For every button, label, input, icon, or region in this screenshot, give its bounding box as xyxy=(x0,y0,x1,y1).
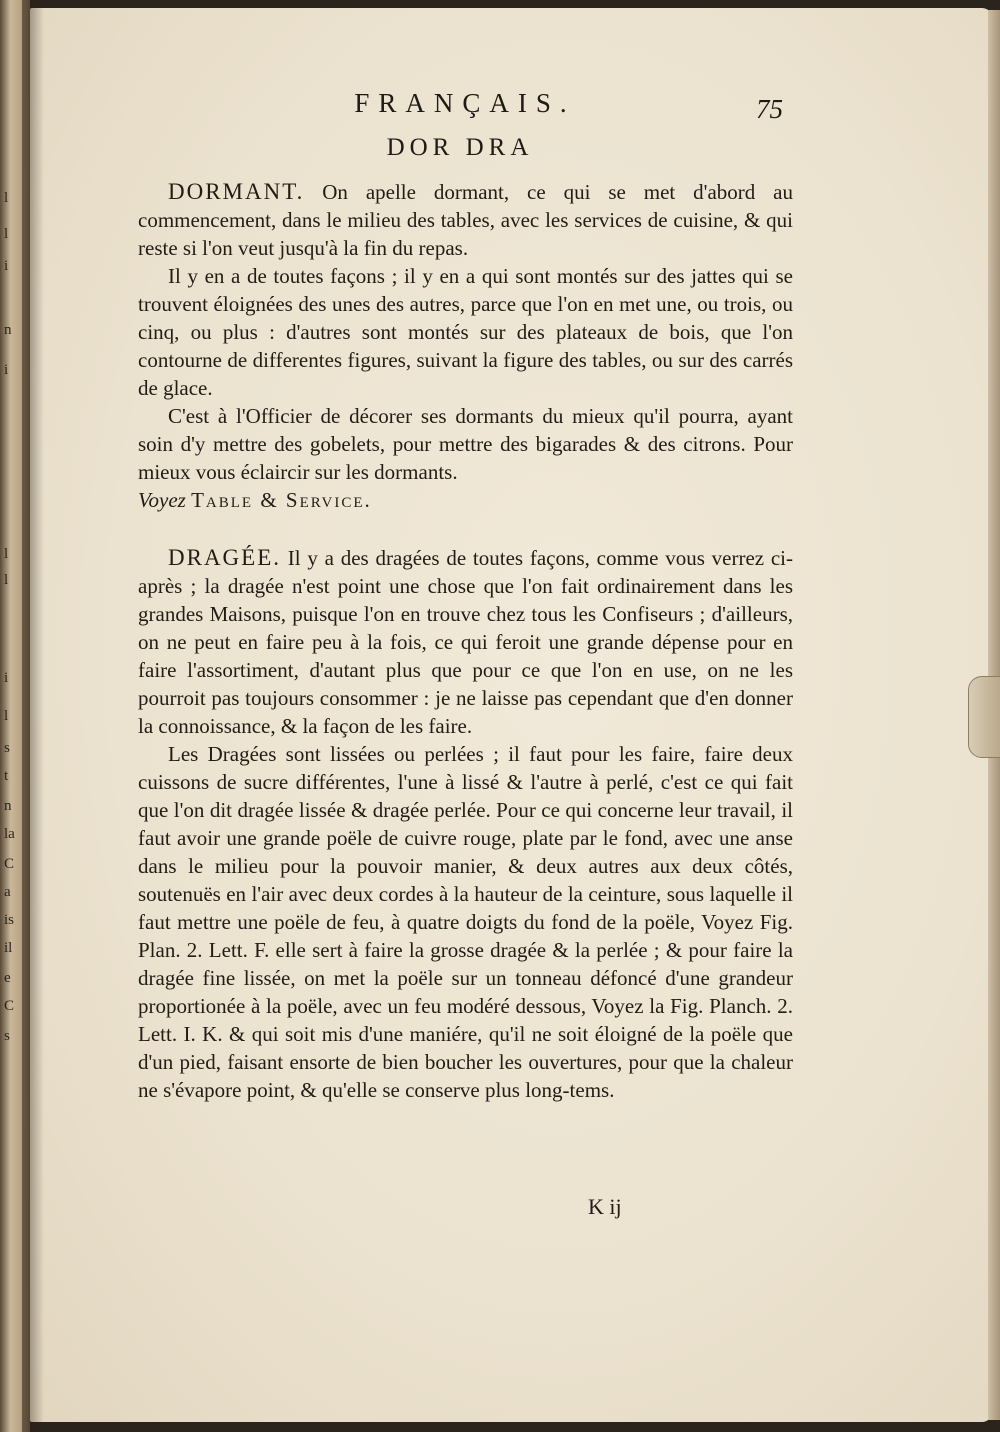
margin-letter: is xyxy=(4,912,15,928)
margin-letter: n xyxy=(4,798,12,814)
margin-letter: C xyxy=(4,998,15,1014)
dictionary-entry-dormant xyxy=(138,178,793,514)
margin-letter: t xyxy=(4,768,9,784)
page-text xyxy=(138,178,793,1124)
facing-page-margin xyxy=(0,0,20,1432)
spine-shadow xyxy=(22,0,44,1432)
margin-letter: C xyxy=(4,856,15,872)
entry-paragraph: Il y en a de toutes façons ; il y en a qui sont montés sur des jattes qui se trouvent éloignées des unes des autres, parce que l'on en met une, ou trois, ou cinq, ou plus : d'autres sont montés sur des plateaux de bois, que l'on contourne de differentes figures, suivant la figure des tables, ou sur des carrés de glace. xyxy=(138,264,793,400)
margin-letter: l xyxy=(4,546,9,562)
entry-headword: DRAGÉE. xyxy=(168,545,282,570)
page-number: 75 xyxy=(756,94,783,124)
margin-letter: la xyxy=(4,826,15,842)
margin-letter: l xyxy=(4,708,9,724)
margin-letter: il xyxy=(4,940,13,956)
guide-words: DOR DRA xyxy=(386,134,534,161)
dictionary-entry-dragee xyxy=(138,544,793,1104)
entry-headword: DORMANT. xyxy=(168,179,305,204)
running-header-title: FRANÇAIS. xyxy=(354,88,576,118)
margin-letter: l xyxy=(4,226,9,242)
entry-paragraph: C'est à l'Officier de décorer ses dormants du mieux qu'il pourra, ayant soin d'y mettre des gobelets, pour mettre des bigarades & des citrons. Pour mieux vous éclaircir sur les dormants. xyxy=(138,404,793,484)
cross-reference-label: Voyez xyxy=(138,488,186,512)
cross-reference-target: Table & Service. xyxy=(191,488,372,512)
margin-letter: i xyxy=(4,670,9,686)
margin-letter: l xyxy=(4,190,9,206)
margin-letter: l xyxy=(4,572,9,588)
signature-mark: K ij xyxy=(588,1194,622,1219)
margin-letter: e xyxy=(4,970,11,986)
margin-letter: s xyxy=(4,740,10,756)
bookmark-tab xyxy=(968,676,1000,758)
margin-letter: i xyxy=(4,362,9,378)
margin-letter: n xyxy=(4,322,12,338)
margin-letter: s xyxy=(4,1028,10,1044)
entry-paragraph: On apelle dormant, ce qui se met d'abord au commencement, dans le milieu des tables, avec les services de cuisine, & qui reste si l'on veut jusqu'à la fin du repas. xyxy=(138,180,793,260)
margin-letter: a xyxy=(4,884,11,900)
margin-letter: i xyxy=(4,258,9,274)
entry-paragraph: Les Dragées sont lissées ou perlées ; il faut pour les faire, faire deux cuissons de sucre différentes, l'une à lissé & l'autre à perlé, c'est ce qui fait que l'on dit dragée lissée & dragée perlée. Pour ce qui concerne leur travail, il faut avoir une grande poële de cuivre rouge, plate par le fond, avec une anse dans le milieu pour la pouvoir manier, & deux autres aux deux côtés, soutenuës en l'air avec deux cordes à la hauteur de la ceinture, sous laquelle il faut mettre une poële de feu, à quatre doigts du fond de la poële, Voyez Fig. Plan. 2. Lett. F. elle sert à faire la grosse dragée & la perlée ; & pour faire la dragée fine lissée, on met la poële sur un tonneau défoncé d'une grandeur proportionée à la poële, avec un feu modéré dessous, Voyez la Fig. Planch. 2. Lett. I. K. & qui soit mis d'une maniére, qu'il ne soit éloigné de la poële que d'un pied, faisant ensorte de bien boucher les ouvertures, pour que la chaleur ne s'évapore point, & qu'elle se conserve plus long-tems. xyxy=(138,742,793,1102)
entry-paragraph: Il y a des dragées de toutes façons, comme vous verrez ci-après ; la dragée n'est point une chose que l'on fait ordinairement dans les grandes Maisons, puisque l'on en trouve chez tous les Confiseurs ; d'ailleurs, on ne peut en faire peu à la fois, ce qui feroit une grande dépense pour en faire l'assortiment, d'autant plus que pour ce que l'on en use, on ne les pourroit pas toujours consommer : je ne laisse pas cependant que d'en donner la connoissance, & la façon de les faire. xyxy=(138,546,794,738)
